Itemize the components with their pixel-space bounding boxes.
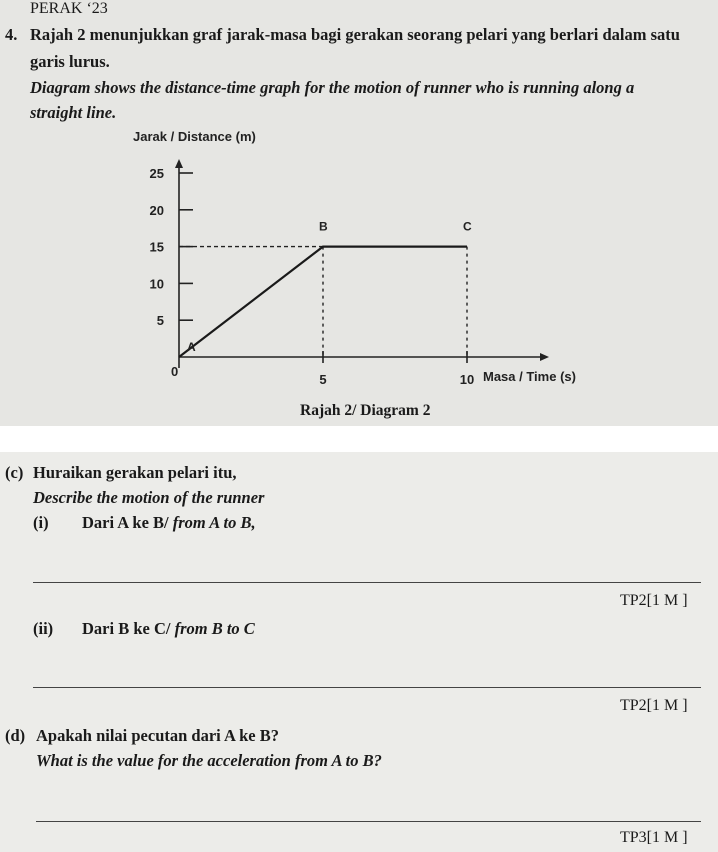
part-c-ii-malay: Dari B ke C/: [82, 619, 171, 638]
diagram-caption: [300, 402, 430, 420]
x-axis-label: Masa / Time (s): [483, 369, 576, 384]
question-malay-line2: garis lurus.: [30, 52, 110, 71]
y-tick-label-5: 5: [156, 313, 164, 329]
part-c-i-marks: TP2[1 M ]: [620, 592, 688, 609]
part-d-marks: TP3[1 M ]: [620, 829, 688, 846]
y-tick-label-25: 25: [149, 166, 164, 181]
question-number: 4.: [5, 25, 18, 44]
x-tick-label-5: 5: [319, 372, 327, 387]
question-english-line2: straight line.: [30, 103, 117, 122]
y-tick-label-20: 20: [149, 202, 164, 218]
question-english-line1: Diagram shows the distance-time graph for the motion of runner who is running along a: [30, 78, 635, 97]
point-label-A: A: [187, 340, 196, 354]
question-malay-line1: Rajah 2 menunjukkan graf jarak-masa bagi gerakan seorang pelari yang berlari dalam satu: [30, 25, 680, 44]
part-c-ii-english: from B to C: [174, 619, 255, 638]
x-axis-arrow: [540, 353, 549, 361]
answer-line-c-ii[interactable]: [33, 687, 701, 688]
part-c-english: Describe the motion of the runner: [33, 488, 265, 507]
part-d-label: (d): [5, 726, 26, 745]
part-d-english: What is the value for the acceleration from A to B?: [36, 751, 382, 770]
y-tick-label-15: 15: [149, 239, 164, 255]
y-tick-label-10: 10: [149, 276, 164, 292]
part-c-i-label: (i): [33, 513, 49, 532]
part-c-label: (c): [5, 463, 24, 482]
exam-label: PERAK ‘23: [30, 0, 108, 17]
part-c-ii-label: (ii): [33, 619, 54, 638]
point-label-C: C: [463, 219, 472, 234]
answer-line-d[interactable]: [36, 821, 701, 822]
y-axis-arrow: [175, 159, 183, 168]
panel-gap: [0, 426, 718, 452]
tick-labels: [150, 166, 475, 387]
answer-line-c-i[interactable]: [33, 582, 701, 583]
part-c-ii-text: [82, 619, 255, 639]
part-c-i-text: [82, 513, 256, 533]
origin-label: 0: [171, 364, 179, 379]
caption-text: Rajah 2/ Diagram 2: [300, 402, 431, 419]
part-c-i-english: from A to B,: [172, 513, 256, 532]
y-axis-label: Jarak / Distance (m): [133, 129, 256, 144]
point-labels: [187, 220, 472, 354]
x-tick-label-10: 10: [459, 372, 475, 387]
point-label-B: B: [319, 219, 328, 234]
part-c-i-malay: Dari A ke B/: [82, 513, 169, 532]
part-c-malay: Huraikan gerakan pelari itu,: [33, 463, 237, 482]
answer-panel: [0, 452, 718, 852]
part-c-ii-marks: TP2[1 M ]: [620, 697, 688, 714]
part-d-malay: Apakah nilai pecutan dari A ke B?: [36, 726, 279, 745]
